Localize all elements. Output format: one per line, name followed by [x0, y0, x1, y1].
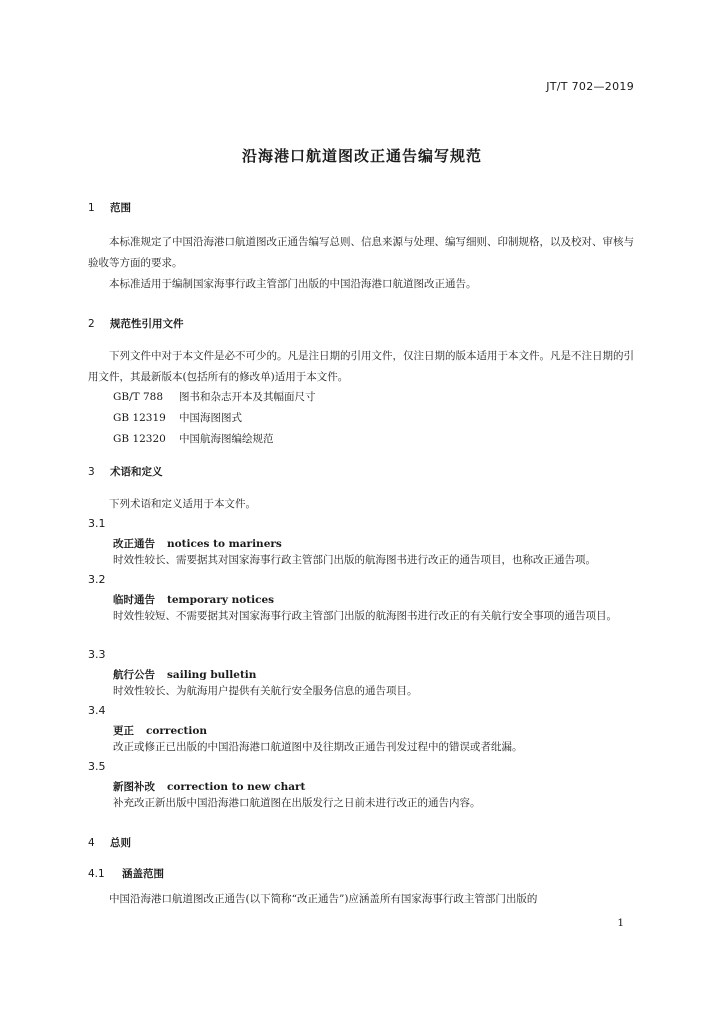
term-chinese: 更正: [113, 725, 134, 737]
reference-item: [113, 389, 316, 404]
section-heading: [88, 835, 131, 850]
section-heading: [88, 200, 131, 215]
paragraph: 本标准适用于编制国家海事行政主管部门出版的中国沿海港口航道图改正通告。: [109, 278, 477, 290]
reference-item: [113, 410, 242, 425]
page-number: 1: [617, 917, 624, 929]
subsection-title: 涵盖范围: [122, 868, 164, 880]
standard-code: JT/T 702—2019: [546, 80, 634, 93]
paragraph: 下列文件中对于本文件是必不可少的。凡是注日期的引用文件，仅注日期的版本适用于本文件。凡是不注日期的引用文件，其最新版本(包括所有的修改单)适用于本文件。: [88, 350, 634, 383]
section-heading: [88, 316, 184, 331]
paragraph: 下列术语和定义适用于本文件。: [109, 498, 256, 510]
section-number: 2: [88, 318, 95, 330]
term-english: temporary notices: [167, 594, 275, 606]
clause-number: 3.5: [88, 760, 106, 773]
term-entry: [113, 723, 207, 738]
reference-code: GB/T 788: [113, 391, 164, 403]
section-title: 总则: [110, 837, 131, 849]
section-title: 范围: [110, 202, 131, 214]
subsection-number: 4.1: [88, 868, 105, 880]
section-title: 规范性引用文件: [110, 318, 184, 330]
section-title: 术语和定义: [110, 466, 163, 478]
reference-title: 中国航海图编绘规范: [179, 433, 274, 445]
reference-code: GB 12320: [113, 433, 166, 445]
document-title: 沿海港口航道图改正通告编写规范: [241, 147, 482, 165]
term-entry: [113, 667, 256, 682]
term-chinese: 新图补改: [113, 781, 155, 793]
section-number: 1: [88, 202, 95, 214]
term-entry: [113, 536, 282, 551]
clause-number: 3.4: [88, 704, 106, 717]
term-definition: 时效性较长、需要据其对国家海事行政主管部门出版的航海图书进行改正的通告项目，也称改正通告项。: [113, 554, 596, 566]
term-entry: [113, 592, 274, 607]
subsection-heading: [88, 866, 164, 881]
reference-item: [113, 431, 274, 446]
term-english: correction to new chart: [167, 781, 306, 793]
paragraph: 本标准规定了中国沿海港口航道图改正通告编写总则、信息来源与处理、编写细则、印制规格，以及校对、审核与验收等方面的要求。: [88, 236, 634, 269]
term-chinese: 航行公告: [113, 669, 155, 681]
section-heading: [88, 464, 163, 479]
term-definition: 时效性较长、为航海用户提供有关航行安全服务信息的通告项目。: [113, 685, 418, 697]
term-english: sailing bulletin: [167, 669, 257, 681]
term-english: correction: [146, 725, 208, 737]
clause-number: 3.3: [88, 648, 106, 661]
reference-title: 图书和杂志开本及其幅面尺寸: [179, 391, 316, 403]
term-definition: 改正或修正已出版的中国沿海港口航道图中及往期改正通告刊发过程中的错误或者纰漏。: [113, 741, 523, 753]
term-entry: [113, 779, 305, 794]
term-definition: 补充改正新出版中国沿海港口航道图在出版发行之日前未进行改正的通告内容。: [113, 797, 481, 809]
term-english: notices to mariners: [167, 538, 282, 550]
paragraph: 中国沿海港口航道图改正通告(以下简称“改正通告”)应涵盖所有国家海事行政主管部门出版的: [109, 893, 538, 905]
term-chinese: 改正通告: [113, 538, 155, 550]
section-number: 3: [88, 466, 95, 478]
reference-title: 中国海图图式: [179, 412, 242, 424]
reference-code: GB 12319: [113, 412, 166, 424]
section-number: 4: [88, 837, 95, 849]
term-chinese: 临时通告: [113, 594, 155, 606]
clause-number: 3.1: [88, 517, 106, 530]
term-definition: 时效性较短、不需要据其对国家海事行政主管部门出版的航海图书进行改正的有关航行安全事项的通告项目。: [113, 610, 617, 622]
clause-number: 3.2: [88, 573, 106, 586]
